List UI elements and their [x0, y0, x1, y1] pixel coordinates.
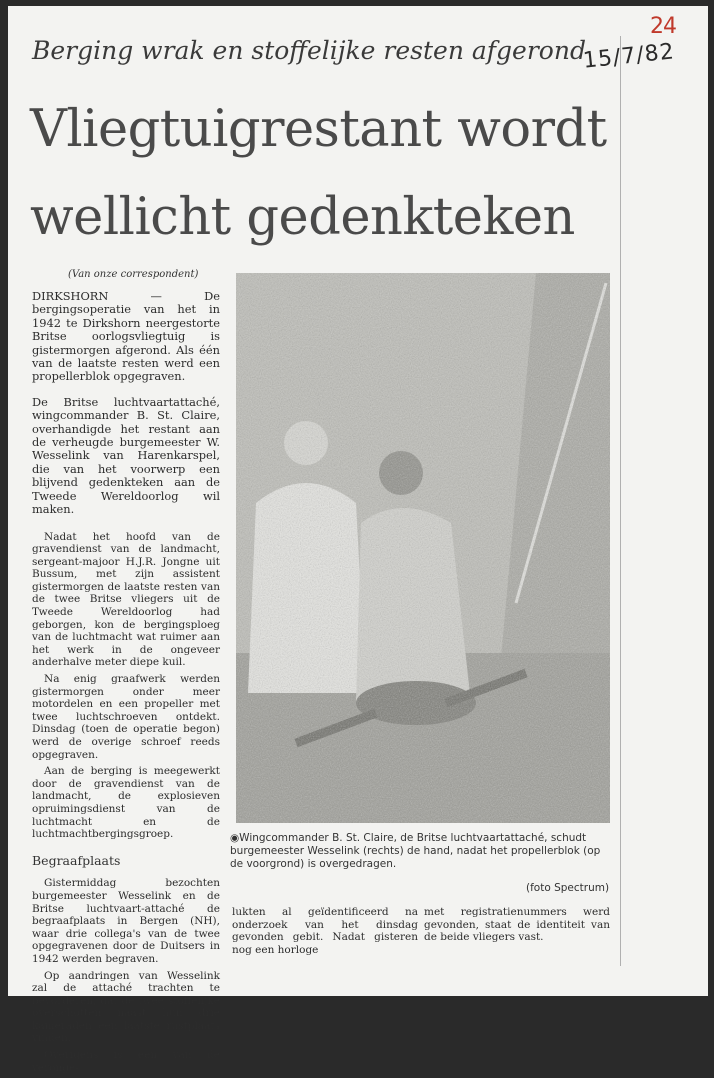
paragraph: De Britse luchtvaartattaché, wingcommander B. St. Claire, overhandigde het restant aan de verheugde burgemeester W. Wesselink van Harenkarspel, die van het voorwerp een blijvend gedenkteken aan de Tweede Wereldoorlog wil maken.: [32, 394, 220, 517]
photo-image: [236, 273, 610, 823]
paragraph: Overigens is één van de veronge-: [32, 1049, 220, 1074]
headline-line: Vliegtuigrestant wordt: [30, 100, 607, 159]
paragraph: lukten al geïdentificeerd na onderzoek van het dinsdag gevonden gebit. Nadat gisteren nog een horloge: [232, 906, 418, 956]
article-column-1: [32, 290, 220, 1078]
archive-number: 24: [650, 14, 676, 39]
paragraph: Aan de berging is meegewerkt door de gravendienst van de landmacht, de explosieven opruimingsdienst van de luchtmacht en de luchtmachtbergingsgroep.: [32, 765, 220, 841]
news-photo: [236, 273, 610, 823]
subheading: Begraafplaats: [32, 852, 121, 868]
article-column-2: [232, 906, 418, 960]
article-headline: [30, 86, 620, 262]
headline-line: wellicht gedenkteken: [30, 188, 575, 247]
photo-credit: (foto Spectrum): [526, 882, 610, 894]
caption-bullet-icon: ◉: [230, 832, 240, 844]
handwritten-date: 15/7/82: [581, 39, 676, 74]
paragraph: Gistermiddag bezochten burgemeester Wesselink en de Britse luchtvaart-attaché de begraafplaats in Bergen (NH), waar drie collega's van de twee opgegravenen door de Duitsers in 1942 werden begraven.: [32, 877, 220, 965]
clipping-cut-edge: [620, 36, 621, 966]
caption-text: Wingcommander B. St. Claire, de Britse luchtvaartattaché, schudt burgemeester Wesselink (rechts) de hand, nadat het propellerblok (op de voorgrond) is overgedragen.: [230, 832, 601, 870]
photo-caption: [230, 832, 614, 871]
article-kicker: Berging wrak en stoffelijke resten afgerond: [32, 36, 586, 65]
paragraph: Op aandringen van Wesselink zal de attaché trachten te bevorderen, dat de twee stoffelijke overschotten naast hun drie kameraden een laatste rustplaats vinden.: [32, 969, 220, 1045]
paragraph: met registratienummers werd gevonden, staat de identiteit van de beide vliegers vast.: [424, 906, 610, 944]
byline: (Van onze correspondent): [68, 269, 199, 280]
lead-paragraph: DIRKSHORN — De bergingsoperatie van het in 1942 te Dirkshorn neergestorte Britse oorlogsvliegtuig is gistermorgen afgerond. Als één van de laatste resten werd een propellerblok opgegraven.: [32, 289, 220, 384]
paragraph: Nadat het hoofd van de gravendienst van de landmacht, sergeant-majoor H.J.R. Jongne uit Bussum, met zijn assistent gistermorgen de laatste resten van de twee Britse vliegers uit de Tweede Wereldoorlog had geborgen, kon de bergingsploeg van de luchtmacht wat ruimer aan het werk in de ongeveer anderhalve meter diepe kuil.: [32, 530, 220, 669]
paragraph: Na enig graafwerk werden gistermorgen onder meer motordelen en een propeller met twee luchtschroeven ontdekt. Dinsdag (toen de operatie begon) werd de overige schroef reeds opgegraven.: [32, 673, 220, 761]
article-column-3: [424, 906, 610, 948]
